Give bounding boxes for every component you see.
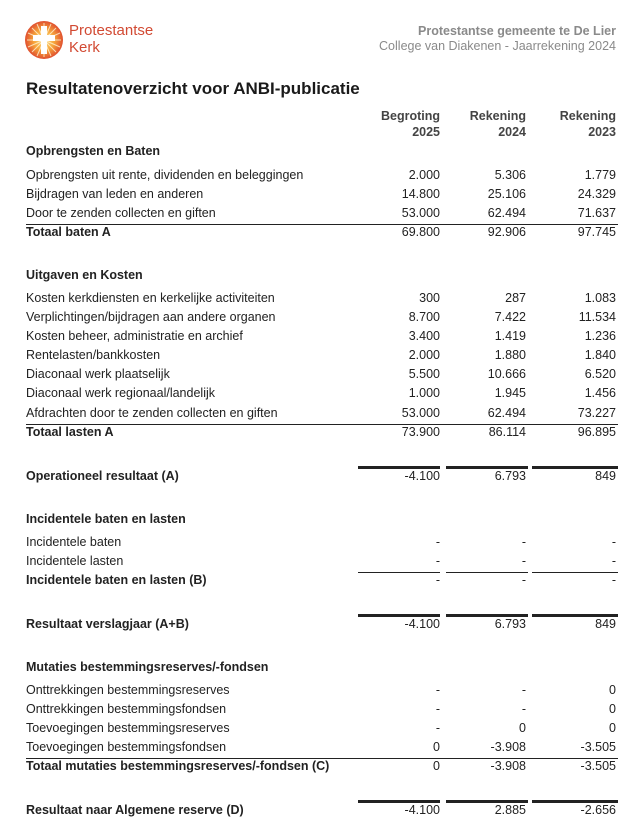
row-label: Kosten beheer, administratie en archief	[26, 329, 243, 343]
total-row	[26, 759, 616, 777]
cell-value: 1.000	[408, 386, 440, 400]
page-title: Resultatenoverzicht voor ANBI-publicatie	[26, 79, 360, 98]
cell-value: 53.000	[401, 206, 440, 220]
cell-value: -	[521, 554, 526, 568]
table-row	[26, 348, 616, 366]
cell-value: 2.000	[408, 168, 440, 182]
logo-wordmark	[69, 22, 153, 56]
cell-value: 0	[609, 683, 616, 697]
total-rule	[446, 466, 528, 469]
cell-value: -	[521, 573, 526, 587]
row-label: Operationeel resultaat (A)	[26, 469, 179, 483]
cell-value: 1.945	[494, 386, 526, 400]
section-rule	[26, 224, 618, 225]
row-label: Incidentele baten en lasten	[26, 512, 186, 526]
cell-value: -	[521, 683, 526, 697]
cell-value: 10.666	[487, 367, 526, 381]
row-label: Kosten kerkdiensten en kerkelijke activiteiten	[26, 291, 275, 305]
total-row	[26, 469, 616, 487]
total-row	[26, 425, 616, 443]
cell-value: 62.494	[487, 206, 526, 220]
row-label: Verplichtingen/bijdragen aan andere organen	[26, 310, 276, 324]
organization-name: Protestantse gemeente te De Lier	[418, 24, 616, 38]
cell-value: -	[521, 535, 526, 549]
cell-value: -3.908	[490, 740, 526, 754]
row-label: Uitgaven en Kosten	[26, 268, 143, 282]
total-rule	[532, 572, 618, 573]
cell-value: 96.895	[577, 425, 616, 439]
cell-value: 1.779	[584, 168, 616, 182]
table-row	[26, 554, 616, 572]
cell-value: 69.800	[401, 225, 440, 239]
table-row	[26, 406, 616, 424]
total-rule	[532, 800, 618, 803]
row-label: Resultaat verslagjaar (A+B)	[26, 617, 189, 631]
cell-value: 5.500	[408, 367, 440, 381]
cell-value: 1.840	[584, 348, 616, 362]
cell-value: -	[435, 554, 440, 568]
table-row	[26, 168, 616, 186]
table-row	[26, 702, 616, 720]
cell-value: 0	[433, 759, 440, 773]
section-heading	[26, 268, 616, 286]
cell-value: 73.900	[401, 425, 440, 439]
cell-value: -3.505	[580, 759, 616, 773]
total-rule	[446, 614, 528, 617]
row-label: Toevoegingen bestemmingsreserves	[26, 721, 230, 735]
row-label: Opbrengsten uit rente, dividenden en beleggingen	[26, 168, 304, 182]
section-heading	[26, 660, 616, 678]
total-rule	[532, 466, 618, 469]
row-label: Door te zenden collecten en giften	[26, 206, 216, 220]
row-label: Resultaat naar Algemene reserve (D)	[26, 803, 244, 817]
table-row	[26, 291, 616, 309]
logo-line2: Kerk	[69, 39, 100, 56]
table-row	[26, 187, 616, 205]
cell-value: -	[611, 554, 616, 568]
cell-value: 24.329	[577, 187, 616, 201]
total-row	[26, 617, 616, 635]
row-label: Toevoegingen bestemmingsfondsen	[26, 740, 227, 754]
cell-value: -3.505	[580, 740, 616, 754]
cell-value: 3.400	[408, 329, 440, 343]
cell-value: -	[611, 573, 616, 587]
cell-value: 1.419	[494, 329, 526, 343]
report-subtitle: College van Diakenen - Jaarrekening 2024	[379, 39, 616, 53]
section-heading	[26, 144, 616, 162]
cell-value: 0	[519, 721, 526, 735]
row-label: Bijdragen van leden en anderen	[26, 187, 204, 201]
document-header	[379, 24, 616, 54]
column-header-rekening-2023: Rekening 2023	[559, 109, 616, 139]
cell-value: 1.456	[584, 386, 616, 400]
table-row	[26, 535, 616, 553]
cell-value: 62.494	[487, 406, 526, 420]
row-label: Totaal mutaties bestemmingsreserves/-fondsen (C)	[26, 759, 330, 773]
row-label: Diaconaal werk plaatselijk	[26, 367, 170, 381]
cell-value: 11.534	[578, 310, 616, 324]
cell-value: 8.700	[408, 310, 440, 324]
total-rule	[358, 572, 440, 573]
cell-value: 73.227	[577, 406, 616, 420]
total-rule	[446, 800, 528, 803]
row-label: Incidentele lasten	[26, 554, 124, 568]
table-row	[26, 683, 616, 701]
column-header-begroting-2025: Begroting 2025	[380, 109, 440, 139]
section-rule	[26, 424, 618, 425]
cell-value: -3.908	[490, 759, 526, 773]
protestantse-kerk-logo	[24, 20, 184, 60]
cell-value: 97.745	[577, 225, 616, 239]
cell-value: 300	[419, 291, 440, 305]
cell-value: 2.885	[494, 803, 526, 817]
cell-value: 25.106	[487, 187, 526, 201]
cell-value: -	[435, 535, 440, 549]
cell-value: -	[435, 702, 440, 716]
logo-line1: Protestantse	[69, 22, 154, 39]
total-row	[26, 225, 616, 243]
total-rule	[358, 466, 440, 469]
cell-value: -	[611, 535, 616, 549]
cell-value: 849	[595, 617, 616, 631]
row-label: Rentelasten/bankkosten	[26, 348, 161, 362]
cell-value: 0	[433, 740, 440, 754]
cell-value: -2.656	[580, 803, 616, 817]
cell-value: -4.100	[404, 617, 440, 631]
row-label: Opbrengsten en Baten	[26, 144, 161, 158]
cell-value: 53.000	[401, 406, 440, 420]
cell-value: 92.906	[487, 225, 526, 239]
cell-value: 849	[595, 469, 616, 483]
total-row	[26, 573, 616, 591]
total-rule	[358, 614, 440, 617]
table-row	[26, 721, 616, 739]
row-label: Afdrachten door te zenden collecten en giften	[26, 406, 278, 420]
cell-value: -	[521, 702, 526, 716]
cell-value: 287	[505, 291, 526, 305]
cell-value: 2.000	[408, 348, 440, 362]
cell-value: 7.422	[494, 310, 526, 324]
cell-value: 86.114	[488, 425, 526, 439]
cell-value: -	[435, 573, 440, 587]
cell-value: 0	[609, 702, 616, 716]
cell-value: 1.880	[494, 348, 526, 362]
sunburst-cross-icon	[24, 20, 64, 60]
cell-value: -4.100	[404, 469, 440, 483]
table-row	[26, 367, 616, 385]
table-row	[26, 740, 616, 758]
row-label: Totaal lasten A	[26, 425, 114, 439]
table-row	[26, 386, 616, 404]
row-label: Incidentele baten en lasten (B)	[26, 573, 207, 587]
column-header-rekening-2024: Rekening 2024	[469, 109, 526, 139]
cell-value: 0	[609, 721, 616, 735]
cell-value: 1.083	[584, 291, 616, 305]
cell-value: 5.306	[494, 168, 526, 182]
row-label: Totaal baten A	[26, 225, 111, 239]
total-rule	[532, 614, 618, 617]
section-rule	[26, 758, 618, 759]
cell-value: -	[435, 721, 440, 735]
row-label: Onttrekkingen bestemmingsfondsen	[26, 702, 227, 716]
section-heading	[26, 512, 616, 530]
table-row	[26, 329, 616, 347]
cell-value: 71.637	[577, 206, 616, 220]
cell-value: -	[435, 683, 440, 697]
row-label: Diaconaal werk regionaal/landelijk	[26, 386, 215, 400]
cell-value: 1.236	[584, 329, 616, 343]
cell-value: 14.800	[401, 187, 440, 201]
table-row	[26, 206, 616, 224]
row-label: Incidentele baten	[26, 535, 122, 549]
total-rule	[358, 800, 440, 803]
row-label: Mutaties bestemmingsreserves/-fondsen	[26, 660, 269, 674]
total-row	[26, 803, 616, 821]
cell-value: -4.100	[404, 803, 440, 817]
total-rule	[446, 572, 528, 573]
cell-value: 6.793	[494, 617, 526, 631]
cell-value: 6.520	[584, 367, 616, 381]
table-row	[26, 310, 616, 328]
cell-value: 6.793	[494, 469, 526, 483]
row-label: Onttrekkingen bestemmingsreserves	[26, 683, 230, 697]
